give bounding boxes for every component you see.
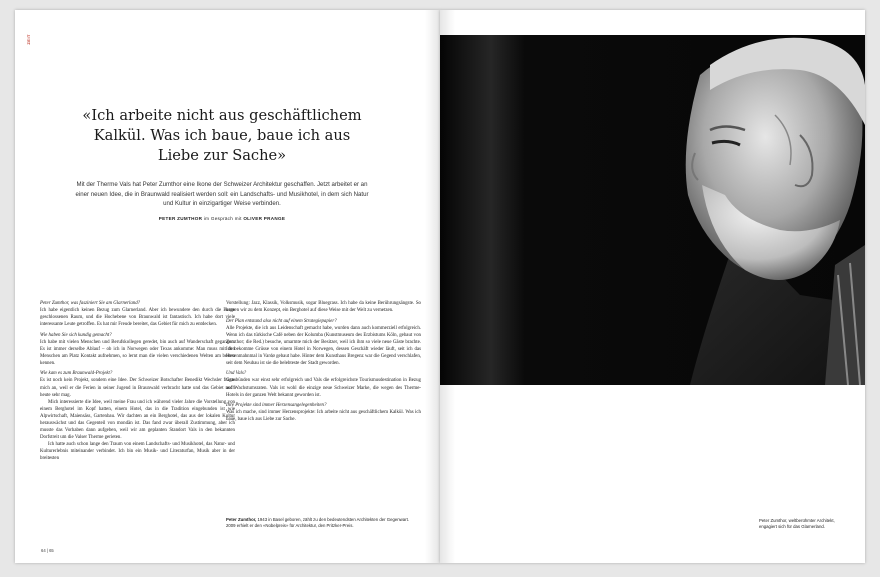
- interview-answer: Alle Projekte, die ich aus Leidenschaft gemacht habe, wurden dann auch kommerziell erfolgreich. Wenn ich das türkische Café neben der Kolumba (Kunstmuseum des Erzbistums Köln, gebaut von Zumthor; die Red.) besuche, umarmte mich der Besitzer, weil ich ihm so viele neue Gäste brachte. Ich bekomme Grüsse von einem Hotel in Norwegen, dessen Geschäft wieder läuft, seit ich das Hexenmahnmal in Vardø gebaut habe. Hinter dem Kunsthaus Bregenz war die Gegend verschlafen, seit dem Neubau ist sie die belebteste der Stadt geworden.: [226, 325, 421, 366]
- interview-answer: Mich interessierte die Idee, weil meine Frau und ich während vieler Jahre die Vorstellung von einem Berghotel im Kopf hatten, einem Hotel, das in die Tradition eingebunden ist wie Alpwirtschaft, Maiensäss, Gartenbau. Wir dachten an ein Berghotel, das aus der lokalen Kultur herauswächst und das Gegenteil von mondän ist. Das fand zwar überall Zustimmung, aber ich musste das Vorhaben dann aufgeben, weil wir am geplanten Standort Vals in den bekannten Dorfstreit um die Valser Therme gerieten.: [40, 399, 235, 440]
- page-numbers: 64 | 65: [41, 548, 54, 553]
- section-tag: [26, 34, 32, 52]
- interview-answer: Was ich mache, sind immer Herzensprojekte: Ich arbeite nicht aus geschäftlichem Kalkül. Was ich baue, baue ich aus Liebe zur Sache.: [226, 410, 421, 423]
- article-lede: Mit der Therme Vals hat Peter Zumthor eine Ikone der Schweizer Architektur geschaffen. Jetzt arbeitet er an einer neuen Idee, die in Braunwald realisiert werden soll: ein Landschafts- und Musikhotel, in dem sich Natur und Kultur in einzigartiger Weise verbinden.: [75, 181, 369, 208]
- interview-answer: Vorstellung: Jazz, Klassik, Volksmusik, sogar Bluegrass. Ich habe da keine Berührungsängste. So kamen wir zu dem Konzept, ein Berghotel auf diese Weise mit der Welt zu vernetzen.: [226, 301, 421, 314]
- byline-connector: im Gespräch mit: [202, 216, 244, 221]
- interview-question: Peter Zumthor, was fasziniert Sie am Glarnerland?: [40, 301, 141, 306]
- interview-answer: Es ist noch kein Projekt, sondern eine Idee. Der Schweizer Botschafter Benedikt Wechsler fragte mich an, weil er die Ferien in seiner Jugend in Braunwald verbracht hatte und das Gebiet noch heute sehr mag.: [40, 378, 235, 398]
- right-page: [440, 10, 865, 563]
- text-column-1: [40, 300, 235, 462]
- interview-answer: Ich habe mit vielen Menschen und Berufskollegen geredet, bin auch auf Wanderschaft gegangen. Es ist immer derselbe Ablauf – ob ich in Norwegen oder Texas ankomme: Man muss mit den Menschen am Platz Kontakt aufnehmen, so lernt man die vielen verschiedenen Welten am besten kennen.: [40, 339, 235, 366]
- byline-interviewee: PETER ZUMTHOR: [158, 216, 203, 221]
- byline-interviewer: OLIVER PRANGE: [243, 216, 286, 221]
- portrait-photo: [440, 35, 865, 385]
- article-headline: «Ich arbeite nicht aus geschäftlichem Kalkül. Was ich baue, baue ich aus Liebe zur Sache»: [82, 107, 362, 164]
- interview-question: Wie haben Sie sich kundig gemacht?: [40, 332, 112, 338]
- interview-question: Ihre Projekte sind immer Herzensangelegenheiten?: [226, 403, 327, 409]
- interview-question: Wie kam es zum Braunwald-Projekt?: [40, 371, 113, 377]
- photo-caption: Peter Zumthor, weltberühmter Architekt, engagiert sich für das Glarnerland.: [759, 518, 835, 530]
- interview-answer: Ich hatte auch schon lange den Traum von einem Landschafts- und Musikhotel, das Natur- und Kulturerlebnis miteinander verbindet. Ich bin ein Musik- und Literaturfan, Musik aber in der breitesten: [40, 441, 235, 461]
- portrait-illustration: [440, 35, 865, 385]
- article-byline: [72, 216, 372, 221]
- interview-question: Und Vals?: [226, 371, 247, 377]
- bio-caption-name: Peter Zumthor,: [226, 517, 257, 522]
- interview-question: Der Plan entstand also nicht auf einem Strategiepapier?: [226, 318, 337, 324]
- bio-caption-text: 1943 in Basel geboren, zählt zu den bedeutendsten Architekten der Gegenwart. 2009 erhielt er den «Nobelpreis» für Architektur, den Pritzker-Preis.: [226, 517, 409, 529]
- interview-answer: Ich habe eigentlich keinen Bezug zum Glarnerland. Aber ich bewundere den durch die Berge geschlossenen Raum, und die Hochebene von Braunwald ist fantastisch. Ich habe dort viele interessante Leute getroffen. Es hat mir Freude bereitet, das Gebiet für mich zu entdecken.: [40, 308, 235, 328]
- bio-caption: [226, 517, 416, 529]
- text-column-2: [226, 300, 421, 423]
- left-page: [15, 10, 440, 563]
- interview-answer: Graubünden war einst sehr erfolgreich und Vals die erfolgreichste Tourismusdestination in Bezug auf Wachstumsraten. Vals ist wohl die einzige neue Schweizer Marke, die wegen des Therme-Hotels in der ganzen Welt bekannt geworden ist.: [226, 378, 421, 398]
- section-tag-text: ZEIT: [26, 34, 31, 45]
